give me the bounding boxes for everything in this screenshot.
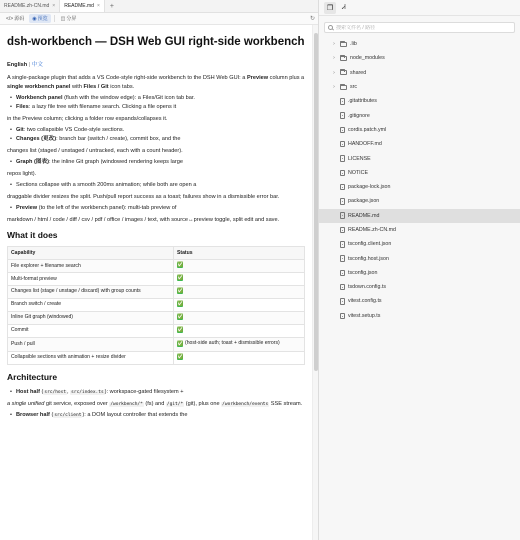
status-note: (host-side auth; toast + dismissible errors) bbox=[185, 340, 280, 347]
list-item-bold: Workbench panel bbox=[16, 94, 63, 101]
intro-text: with bbox=[70, 83, 84, 90]
feature-list bbox=[7, 204, 305, 213]
workbench-tab-bar bbox=[319, 0, 520, 16]
tree-item-label: .lib bbox=[350, 41, 357, 48]
folder-icon bbox=[340, 70, 347, 75]
intro-bold: Preview bbox=[246, 74, 269, 81]
section-heading-what-it-does: What it does bbox=[7, 230, 58, 241]
list-item-bold: Git bbox=[16, 126, 24, 133]
feature-list bbox=[7, 126, 305, 144]
list-continuation: draggable divider resizes the split. Push/pull report success as a toast; failures show in a dismissible error bar. bbox=[7, 194, 280, 201]
tree-item-label: tsconfig.json bbox=[348, 269, 378, 276]
tree-item-label: package-lock.json bbox=[348, 184, 391, 191]
chevron-right-icon[interactable]: › bbox=[333, 41, 335, 48]
tree-item-label: src bbox=[350, 84, 358, 91]
check-icon: ✅ bbox=[177, 275, 184, 282]
chevron-right-icon[interactable]: › bbox=[333, 55, 335, 62]
check-icon: ✅ bbox=[177, 327, 184, 334]
file-icon bbox=[340, 112, 345, 119]
folder-icon bbox=[340, 85, 347, 90]
check-icon: ✅ bbox=[177, 314, 184, 321]
tree-item-label: README.zh-CN.md bbox=[348, 227, 396, 233]
tab-label: README.md bbox=[64, 3, 94, 9]
status-cell bbox=[174, 299, 305, 312]
file-icon bbox=[340, 98, 345, 105]
tab-readme[interactable] bbox=[60, 0, 105, 12]
refresh-icon[interactable]: ↻ bbox=[309, 16, 315, 22]
list-continuation: in the Preview column; clicking a folder row expands/collapses it. bbox=[7, 115, 168, 122]
intro-text: A single-package plugin that adds a VS Code-style right-side workbench to the DSH Web GUI: a bbox=[7, 74, 247, 81]
preview-mode-label: 预览 bbox=[37, 16, 48, 22]
status-cell bbox=[174, 338, 305, 352]
table-row bbox=[8, 260, 305, 273]
list-item-bold: Host half bbox=[16, 388, 40, 395]
tree-item-label: package.json bbox=[348, 198, 380, 205]
tree-file-row[interactable] bbox=[319, 123, 520, 137]
tree-file-row[interactable] bbox=[319, 108, 520, 122]
table-row bbox=[8, 338, 305, 352]
tree-folder-row[interactable] bbox=[319, 37, 520, 51]
source-mode-button[interactable] bbox=[3, 14, 27, 23]
list-continuation: markdown / html / code / diff / csv / pdf / office / images / text, with source↔preview toggle, split edit and save. bbox=[7, 217, 280, 224]
text: git service, exposed over bbox=[44, 400, 110, 407]
intro-bold: Files / Git bbox=[83, 83, 109, 90]
preview-toolbar bbox=[0, 13, 318, 25]
split-icon: ◫ bbox=[60, 15, 66, 22]
inline-code: /workbench/* bbox=[110, 401, 143, 407]
capability-cell: Collapsible sections with animation + resize divider bbox=[8, 352, 174, 365]
search-input[interactable] bbox=[336, 25, 511, 31]
table-row bbox=[8, 312, 305, 325]
chevron-right-icon[interactable]: › bbox=[333, 69, 335, 76]
file-icon bbox=[340, 127, 345, 134]
chinese-link[interactable]: 中文 bbox=[31, 61, 43, 68]
file-icon bbox=[340, 298, 345, 305]
tree-item-label: vitest.setup.ts bbox=[348, 312, 381, 319]
tree-item-label: README.md bbox=[348, 212, 380, 219]
list-item-bold: Browser half bbox=[16, 411, 50, 418]
close-icon[interactable]: × bbox=[96, 3, 100, 9]
status-cell bbox=[174, 352, 305, 365]
inline-code: /git/* bbox=[166, 401, 184, 407]
tree-item-label: cordis.patch.yml bbox=[348, 126, 387, 133]
tree-folder-row[interactable] bbox=[319, 80, 520, 94]
intro-bold: single workbench panel bbox=[7, 83, 71, 90]
list-item-text: : workspace-gated filesystem + bbox=[106, 388, 184, 395]
file-tree bbox=[319, 37, 520, 323]
file-icon bbox=[340, 155, 345, 162]
table-row bbox=[8, 286, 305, 299]
file-icon bbox=[340, 141, 345, 148]
capability-cell: Commit bbox=[8, 325, 174, 338]
table-row bbox=[8, 299, 305, 312]
tree-file-row[interactable] bbox=[319, 251, 520, 265]
tree-file-row[interactable] bbox=[319, 280, 520, 294]
status-cell bbox=[174, 260, 305, 273]
files-tab[interactable] bbox=[324, 2, 336, 14]
table-row bbox=[8, 352, 305, 365]
feature-list bbox=[7, 94, 305, 112]
feature-list bbox=[7, 411, 305, 420]
tree-folder-row[interactable] bbox=[319, 66, 520, 80]
inline-code: src/index.ts bbox=[71, 389, 104, 395]
tree-file-row[interactable] bbox=[319, 209, 520, 223]
tree-file-row[interactable] bbox=[319, 137, 520, 151]
check-icon: ✅ bbox=[177, 288, 184, 295]
file-icon bbox=[340, 313, 345, 320]
section-heading-architecture: Architecture bbox=[7, 372, 58, 383]
list-item-text: (flush with the window edge): a Files/Git icon tab bar. bbox=[62, 94, 195, 101]
file-icon bbox=[340, 170, 345, 177]
code-icon: </> bbox=[6, 15, 14, 22]
tree-item-label: tsconfig.host.json bbox=[348, 255, 389, 262]
inline-code: /workbench/events bbox=[222, 401, 269, 407]
tree-file-row[interactable] bbox=[319, 166, 520, 180]
tree-file-row[interactable] bbox=[319, 266, 520, 280]
tree-item-label: node_modules bbox=[350, 55, 385, 62]
markdown-preview bbox=[0, 25, 312, 540]
status-cell bbox=[174, 273, 305, 286]
tree-item-label: .gitignore bbox=[348, 112, 370, 119]
file-icon bbox=[340, 227, 345, 234]
list-continuation: changes list (staged / unstaged / untracked, each with a count header). bbox=[7, 148, 183, 154]
check-icon: ✅ bbox=[177, 262, 184, 269]
feature-list bbox=[7, 181, 305, 190]
capability-cell: Branch switch / create bbox=[8, 299, 174, 312]
tree-file-row[interactable] bbox=[319, 237, 520, 251]
tree-item-label: vitest.config.ts bbox=[348, 298, 382, 305]
list-item-text: : a DOM layout controller that extends the bbox=[84, 411, 188, 418]
feature-list bbox=[7, 158, 305, 167]
check-icon: ✅ bbox=[177, 341, 184, 348]
tree-item-label: tsconfig.client.json bbox=[348, 241, 392, 248]
text: SSE stream. bbox=[269, 400, 303, 407]
list-item bbox=[7, 135, 305, 144]
check-icon: ✅ bbox=[177, 301, 184, 308]
tree-item-label: HANDOFF.md bbox=[348, 141, 382, 148]
preview-mode-button[interactable] bbox=[29, 14, 50, 23]
list-item-bold: Files bbox=[16, 103, 29, 110]
tree-item-label: LICENSE bbox=[348, 155, 371, 162]
column-header: Status bbox=[174, 247, 305, 260]
list-item: • Sections collapse with a smooth 200ms animation; while both are open a bbox=[7, 181, 305, 190]
list-item bbox=[7, 126, 305, 135]
language-switch bbox=[7, 61, 305, 70]
tree-file-row[interactable] bbox=[319, 223, 520, 237]
tree-file-row[interactable] bbox=[319, 309, 520, 323]
eye-icon: ◉ bbox=[32, 15, 37, 22]
tree-item-label: shared bbox=[350, 69, 367, 76]
capability-cell: File explorer + filename search bbox=[8, 260, 174, 273]
git-tab[interactable] bbox=[338, 2, 350, 14]
column-header: Capability bbox=[8, 247, 174, 260]
file-search bbox=[324, 22, 515, 33]
capability-cell: Inline Git graph (windowed) bbox=[8, 312, 174, 325]
status-cell bbox=[174, 286, 305, 299]
files-icon: ❐ bbox=[326, 4, 334, 12]
list-continuation: repos light). bbox=[7, 171, 37, 178]
tree-file-row[interactable] bbox=[319, 180, 520, 194]
file-icon bbox=[340, 198, 345, 205]
capability-cell: Multi-format preview bbox=[8, 273, 174, 286]
language-separator: | bbox=[28, 61, 31, 68]
list-item-text: (to the left of the workbench panel): multi-tab preview of bbox=[37, 205, 177, 212]
toolbar-divider bbox=[54, 15, 55, 22]
list-item bbox=[7, 94, 305, 103]
status-cell bbox=[174, 312, 305, 325]
current-language: English bbox=[7, 61, 28, 68]
chevron-right-icon[interactable]: › bbox=[333, 84, 335, 91]
table-row bbox=[8, 325, 305, 338]
list-item-bold: Preview bbox=[16, 205, 38, 212]
italic-text: a single unified bbox=[7, 400, 45, 407]
source-mode-label: 源码 bbox=[14, 16, 25, 22]
check-icon: ✅ bbox=[177, 354, 184, 361]
capability-table bbox=[7, 246, 305, 365]
intro-paragraph bbox=[7, 74, 305, 92]
folder-icon bbox=[340, 42, 347, 47]
text: (fs) and bbox=[143, 400, 166, 407]
tree-folder-row[interactable] bbox=[319, 51, 520, 65]
file-icon bbox=[340, 241, 345, 248]
status-cell bbox=[174, 325, 305, 338]
list-item-bold: Graph (图表) bbox=[16, 159, 49, 166]
list-item: • Host half (src/host, src/index.ts): workspace-gated filesystem + bbox=[7, 388, 305, 397]
split-mode-label: 分屏 bbox=[66, 16, 77, 22]
tree-file-row[interactable] bbox=[319, 94, 520, 108]
capability-cell: Changes list (stage / unstage / discard) with group counts bbox=[8, 286, 174, 299]
capability-cell: Push / pull bbox=[8, 338, 174, 352]
file-icon bbox=[340, 212, 345, 219]
list-item-bold: Changes (更改) bbox=[16, 135, 57, 142]
tree-item-label: NOTICE bbox=[348, 169, 369, 176]
list-item bbox=[7, 158, 305, 167]
file-icon bbox=[340, 184, 345, 191]
workbench-panel bbox=[318, 0, 520, 540]
list-item bbox=[7, 204, 305, 213]
file-icon bbox=[340, 284, 345, 291]
file-icon bbox=[340, 270, 345, 277]
tab-readme-zh-cn[interactable] bbox=[0, 0, 60, 12]
tree-file-row[interactable] bbox=[319, 151, 520, 165]
file-icon bbox=[340, 255, 345, 262]
page-title: dsh-workbench — DSH Web GUI right-side workbench bbox=[7, 36, 305, 48]
git-icon: Ꮧ bbox=[342, 3, 346, 11]
intro-text: column plus a bbox=[268, 74, 305, 81]
table-row bbox=[8, 273, 305, 286]
list-item: • Browser half (src/client): a DOM layout controller that extends the bbox=[7, 411, 305, 420]
text: (git), plus one bbox=[184, 400, 222, 407]
folder-icon bbox=[340, 56, 347, 61]
search-icon bbox=[328, 25, 333, 30]
feature-list bbox=[7, 388, 305, 397]
list-item-text: : two collapsible VS Code-style sections. bbox=[23, 126, 125, 133]
tree-item-label: tsdown.config.ts bbox=[348, 284, 386, 291]
close-icon[interactable]: × bbox=[52, 3, 56, 9]
list-item bbox=[7, 103, 305, 112]
inline-code: src/host bbox=[44, 389, 67, 395]
tab-label: README.zh-CN.md bbox=[4, 3, 50, 9]
preview-tab-bar bbox=[0, 0, 318, 13]
add-tab-button[interactable]: + bbox=[109, 2, 114, 10]
table-header-row bbox=[8, 247, 305, 260]
list-item-text: : branch bar (switch / create), commit box, and the bbox=[56, 135, 181, 142]
list-item-text: : the inline Git graph (windowed rendering keeps large bbox=[48, 159, 183, 166]
tree-file-row[interactable] bbox=[319, 294, 520, 308]
list-continuation bbox=[7, 400, 305, 409]
tree-item-label: .gitattributes bbox=[348, 98, 377, 105]
list-item-text: : a lazy file tree with filename search. Clicking a file opens it bbox=[28, 103, 177, 110]
intro-text: icon tabs. bbox=[108, 83, 135, 90]
split-mode-button[interactable] bbox=[58, 14, 80, 23]
tree-file-row[interactable] bbox=[319, 194, 520, 208]
inline-code: src/client bbox=[54, 412, 82, 418]
